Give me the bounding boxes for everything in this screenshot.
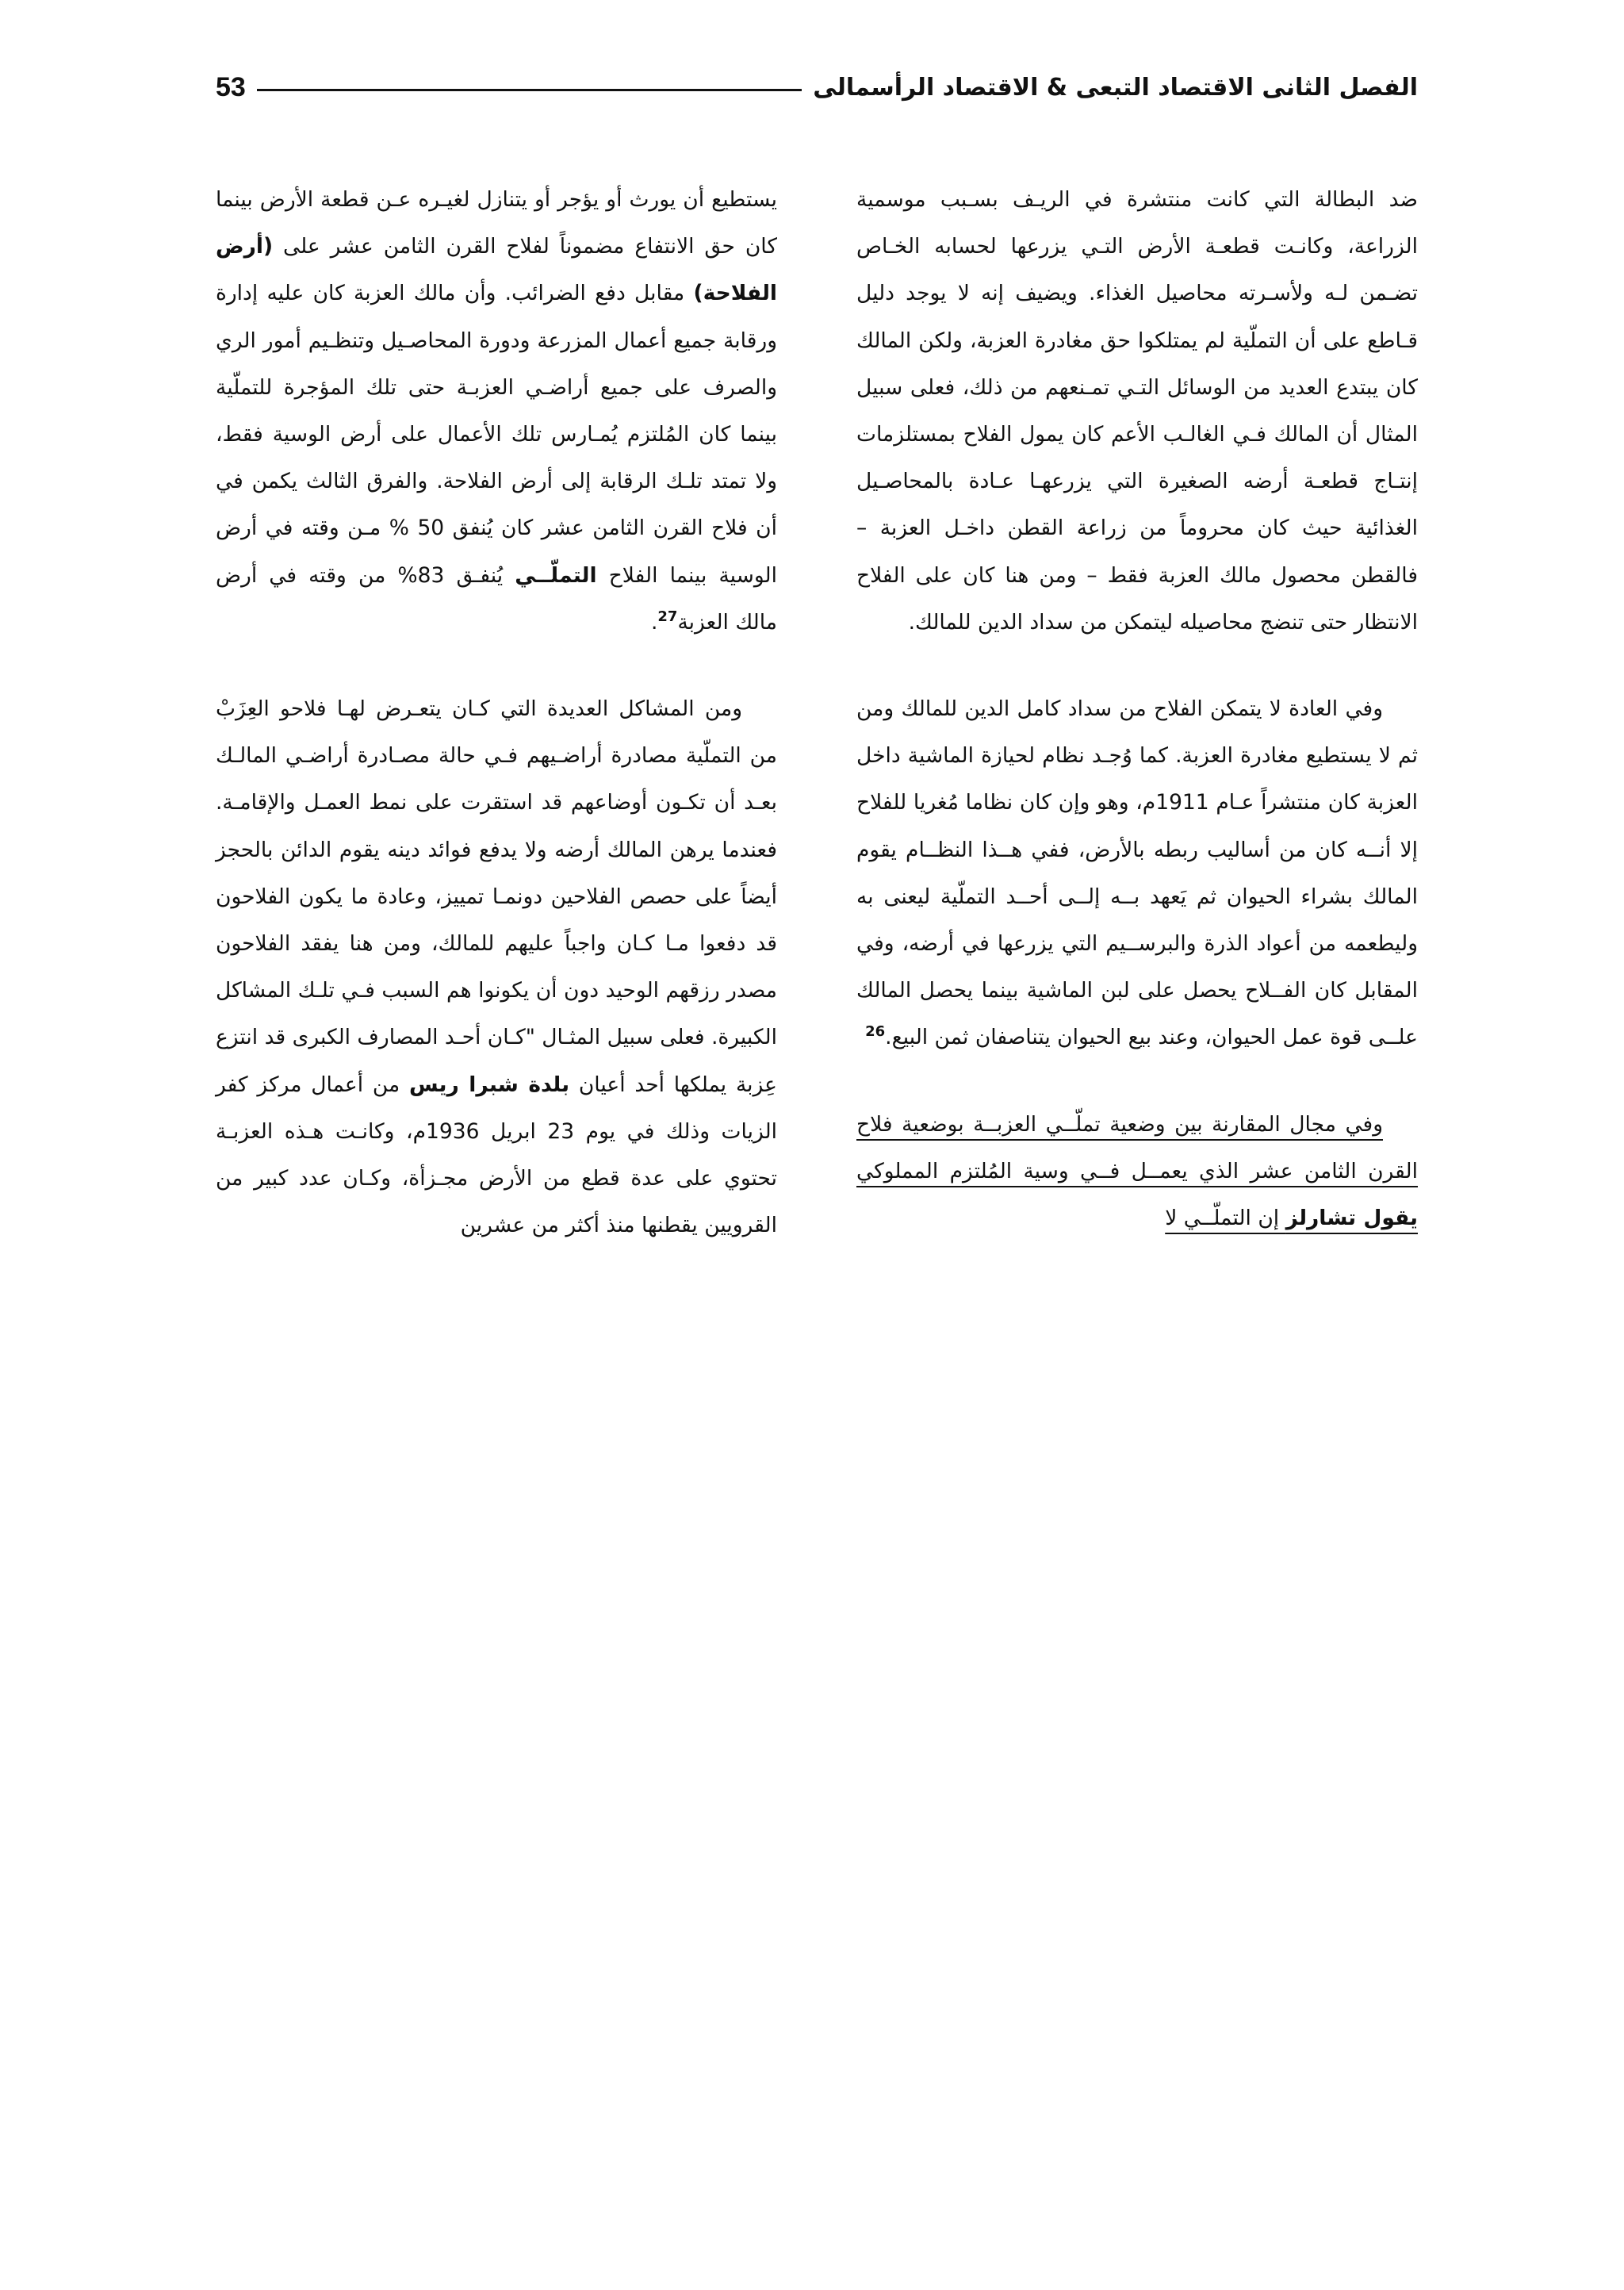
- right-column: [856, 176, 1418, 1858]
- page-number: 53: [216, 71, 246, 102]
- left-column: [216, 176, 777, 1858]
- header-rule: [257, 89, 802, 91]
- right-paragraph-3-bold: يقول تشارلز: [1285, 1206, 1418, 1231]
- left-paragraph-1-text-a: يستطيع أن يورث أو يؤجر أو يتنازل لغيـره عـن قطعة الأرض بينما كان حق الانتفاع مضموناً لفلاح القرن الثامن عشر على: [216, 187, 777, 259]
- left-paragraph-1-bold-a: (أرض الفلاحة): [216, 234, 777, 306]
- footnote-ref-27[interactable]: 27: [657, 608, 678, 625]
- left-paragraph-1-text-c: يُنفـق 83% من وقته في أرض مالك العزبة: [216, 562, 777, 635]
- left-paragraph-2-bold: بلدة شبرا ريس: [409, 1072, 570, 1097]
- left-paragraph-1-end: .: [650, 609, 658, 635]
- left-paragraph-1-text-b: مقابل دفع الضرائب. وأن مالك العزبة كان عليه إدارة ورقابة جميع أعمال المزرعة ودورة المحاصـيل وتنظـيم أمور الري والصرف على جميع أراضـي العزبـة حتى تلك المؤجرة للتملّية بينما كان المُلتزم يُمـارس تلك الأعمال على أرض الوسية فقط، ولا تمتد تلـك الرقابة إلى أرض الفلاحة. والفرق الثالث يكمن في أن فلاح القرن الثامن عشر كان يُنفق 50 % مـن وقته في أرض الوسية بينما الفلاح: [216, 281, 777, 588]
- running-title: الفصل الثانى الاقتصاد التبعى & الاقتصاد الرأسمالى: [813, 73, 1418, 102]
- right-paragraph-3-text-b: إن التملّــي لا: [1165, 1206, 1286, 1231]
- running-header: [216, 65, 1418, 109]
- right-paragraph-2: [856, 685, 1418, 1061]
- text-columns: [216, 176, 1418, 1858]
- left-paragraph-2-text-b: من أعمال مركز كفر الزيات وذلك في يوم 23 ابريل 1936م، وكانـت هـذه العزبـة تحتوي على عدة قطع من الأرض مجـزأة، وكـان عدد كبير من القرويين يقطنها منذ أكثر من عشرين: [216, 1072, 778, 1238]
- right-paragraph-2-text: وفي العادة لا يتمكن الفلاح من سداد كامل الدين للمالك ومن ثم لا يستطيع مغادرة العزبة. كما وُجـد نظام لحيازة الماشية داخل العزبة كان منتشراً عـام 1911م، وهو وإن كان نظاما مُغريا للفلاح إلا أنــه كان من أساليب ربطه بالأرض، ففي هــذا النظــام يقوم المالك بشراء الحيوان ثم يَعهد بــه إلــى أحــد التملّية ليعنى به وليطعمه من أعواد الذرة والبرســيم التي يزرعها في أرضه، وفي المقابل كان الفــلاح يحصل على لبن الماشية بينما يحصل المالك علــى قوة عمل الحيوان، وعند بيع الحيوان يتناصفان ثمن البيع.: [856, 696, 1418, 1050]
- left-paragraph-2: [216, 685, 777, 1249]
- right-paragraph-3-text-a: وفي مجال المقارنة بين وضعية تملّــي العزبــة بوضعية فلاح القرن الثامن عشر الذي يعمــل فــي وسية المُلتزم المملوكي: [856, 1111, 1418, 1183]
- left-paragraph-1: [216, 176, 777, 646]
- right-paragraph-3: [856, 1101, 1418, 1242]
- left-paragraph-2-text-a: ومن المشاكل العديدة التي كـان يتعـرض لهـا فلاحو العِزَبْ من التملّية مصادرة أراضـيهم فـي حالة مصـادرة أراضـي المالـك بعـد أن تكـون أوضاعهم قد استقرت على نمط العمـل والإقامـة. فعندما يرهن المالك أرضه ولا يدفع فوائد دينه يقوم الدائن بالحجز أيضاً على حصص الفلاحين دونمـا تمييز، وعادة ما يكون الفلاحون قد دفعوا مـا كـان واجباً عليهم للمالك، ومن هنا يفقد الفلاحون مصدر رزقهم الوحيد دون أن يكونوا هم السبب فـي تلـك المشاكل الكبيرة. فعلى سبيل المثـال "كـان أحـد المصارف الكبرى قد انتزع عِزبة يملكها أحد أعيان: [215, 696, 777, 1097]
- footnote-ref-26[interactable]: 26: [865, 1023, 886, 1041]
- left-paragraph-1-bold-b: التملّــي: [515, 562, 597, 588]
- right-paragraph-1: ضد البطالة التي كانت منتشرة في الريـف بسـبب موسمية الزراعة، وكانـت قطعـة الأرض التـي يزرعها لحسابه الخـاص تضـمن لـه ولأسـرته محاصيل الغذاء. ويضيف إنه لا يوجد دليل قـاطع على أن التملّية لم يمتلكوا حق مغادرة العزبة، ولكن المالك كان يبتدع العديد من الوسائل التـي تمـنعهم من ذلك، فعلى سبيل المثال أن المالك فـي الغالـب الأعم كان يمول الفلاح بمستلزمات إنتـاج قطعـة أرضه الصغيرة التي يزرعهـا عـادة بالمحاصـيل الغذائية حيث كان محروماً من زراعة القطن داخـل العزبة – فالقطن محصول مالك العزبة فقط – ومن هنا كان على الفلاح الانتظار حتى تنضج محاصيله ليتمكن من سداد الدين للمالك.: [856, 187, 1418, 635]
